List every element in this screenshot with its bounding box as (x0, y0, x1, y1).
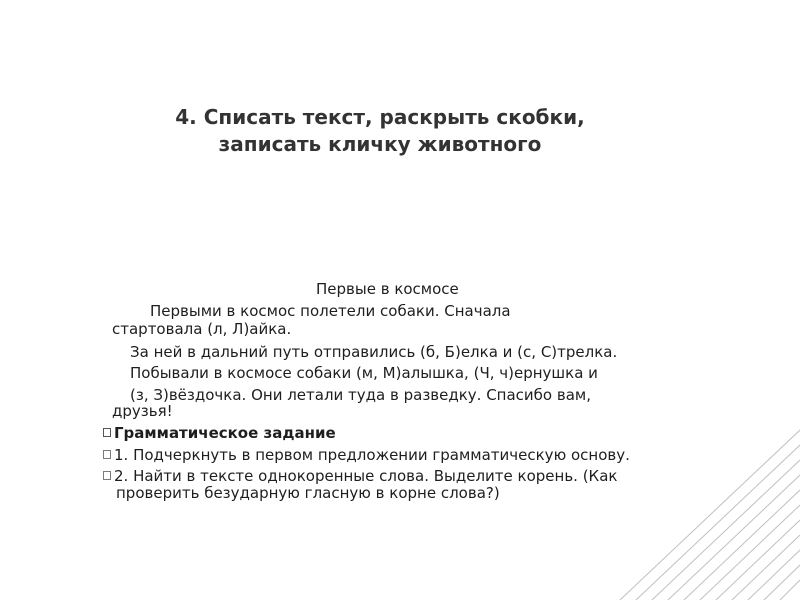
text-paragraph-1-line-1: Первыми в космос полетели собаки. Сначала (150, 302, 511, 320)
slide-title-line-1: 4. Списать текст, раскрыть скобки, (175, 105, 585, 129)
text-heading: Первые в космосе (316, 280, 459, 298)
bullet-square-icon (103, 471, 111, 480)
task-item-2-text: 2. Найти в тексте однокоренные слова. Выделите корень. (Как (114, 467, 618, 485)
text-paragraph-1-line-2: стартовала (л, Л)айка. (112, 320, 292, 338)
task-header-text: Грамматическое задание (114, 424, 336, 442)
text-paragraph-3: Побывали в космосе собаки (м, М)алышка, (Ч, ч)ернушка и (130, 364, 598, 382)
bullet-square-icon (103, 450, 111, 459)
task-item-2-line-2: проверить безударную гласную в корне слова?) (116, 484, 500, 502)
text-paragraph-4-line-2: друзья! (112, 402, 173, 420)
task-header (103, 424, 336, 442)
text-paragraph-4-line-1: (з, З)вёздочка. Они летали туда в разведку. Спасибо вам, (130, 386, 591, 404)
text-paragraph-2: За ней в дальний путь отправились (б, Б)елка и (с, С)трелка. (130, 343, 618, 361)
task-item-1 (103, 446, 630, 464)
task-item-2 (103, 467, 617, 485)
bullet-square-icon (103, 428, 111, 437)
task-item-1-text: 1. Подчеркнуть в первом предложении грамматическую основу. (114, 446, 630, 464)
slide-title-line-2: записать кличку животного (218, 132, 542, 156)
